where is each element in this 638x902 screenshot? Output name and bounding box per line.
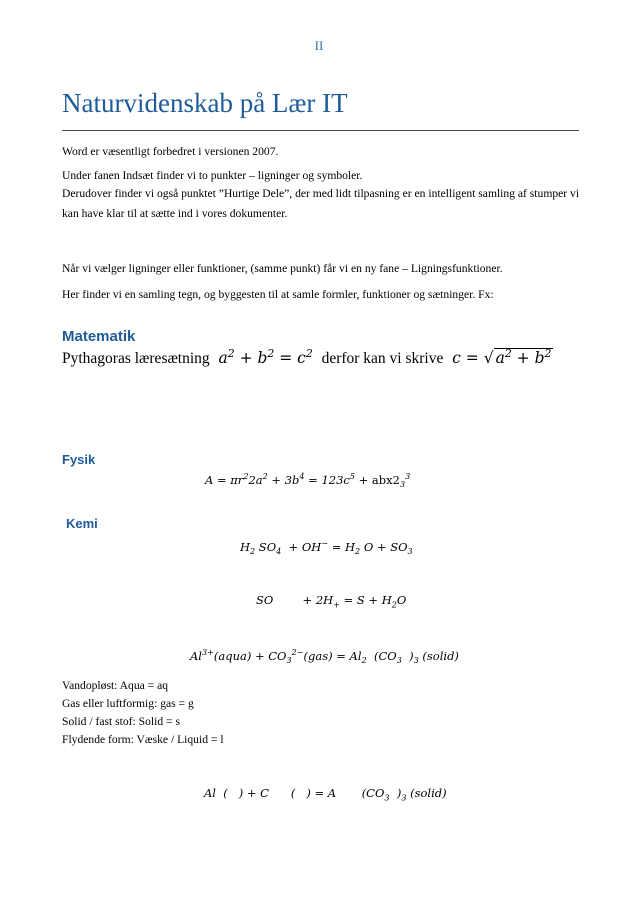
- heading-kemi: Kemi: [66, 516, 98, 531]
- pythagoras-line: [62, 347, 553, 368]
- page-title: Naturvidenskab på Lær IT: [62, 88, 348, 118]
- paragraph-quick-parts: Derudover finder vi også punktet ”Hurtige Dele”, der med lidt tilpasning er en intelligent samling af stumper vi kan have klar til at sætte ind i vores dokumenter.: [62, 187, 580, 220]
- heading-matematik: Matematik: [62, 328, 136, 345]
- chemistry-equation-template: Al ( ) + C ( ) = A ($CO_3$ )$_3$ (solid): [204, 786, 447, 803]
- paragraph-intro: Word er væsentligt forbedret i versionen 2007.: [62, 145, 279, 158]
- paragraph-insert-tab: Under fanen Indsæt finder vi to punkter – ligninger og symboler.: [62, 169, 363, 182]
- pythagoras-lead: Pythagoras læresætning: [62, 350, 210, 368]
- paragraph-equation-tab: Når vi vælger ligninger eller funktioner, (samme punkt) får vi en ny fane – Ligningsfunktioner.: [62, 262, 503, 275]
- chemistry-equation-1: $H_2$ $SO_4 + OH^- = H_2$ $O + SO_3$: [240, 539, 413, 557]
- paragraph-building-blocks: Her finder vi en samling tegn, og byggesten til at samle formler, funktioner og sætninger. Fx:: [62, 288, 494, 301]
- hypotenuse-formula: c = √ $a^2 + b^2$: [447, 347, 552, 368]
- chemistry-equation-3: $Al^{3+}(aqua) + CO_3^{2-}(gas) = Al_2$ ($CO_3$ )$_3$ (solid): [190, 648, 459, 666]
- pythagoras-middle: derfor kan vi skrive: [321, 350, 444, 368]
- page-number: II: [314, 38, 324, 53]
- legend-solid: Solid / fast stof: Solid = s: [62, 715, 180, 728]
- title-divider: [62, 130, 579, 131]
- legend-aqua: Vandopløst: Aqua = aq: [62, 679, 169, 692]
- legend-gas: Gas eller luftformig: gas = g: [62, 697, 194, 710]
- heading-fysik: Fysik: [62, 452, 96, 467]
- pythagoras-equation: $a^2 + b^2 = c^2$: [213, 347, 313, 368]
- physics-equation: $A = \pi r^22a^2 + 3b^4 = 123c^5 + abx2_3^3$: [205, 472, 411, 490]
- chemistry-equation-2: SO + $2H_+ = S + H_2O$: [256, 593, 407, 610]
- legend-liquid: Flydende form: Væske / Liquid = l: [62, 733, 224, 746]
